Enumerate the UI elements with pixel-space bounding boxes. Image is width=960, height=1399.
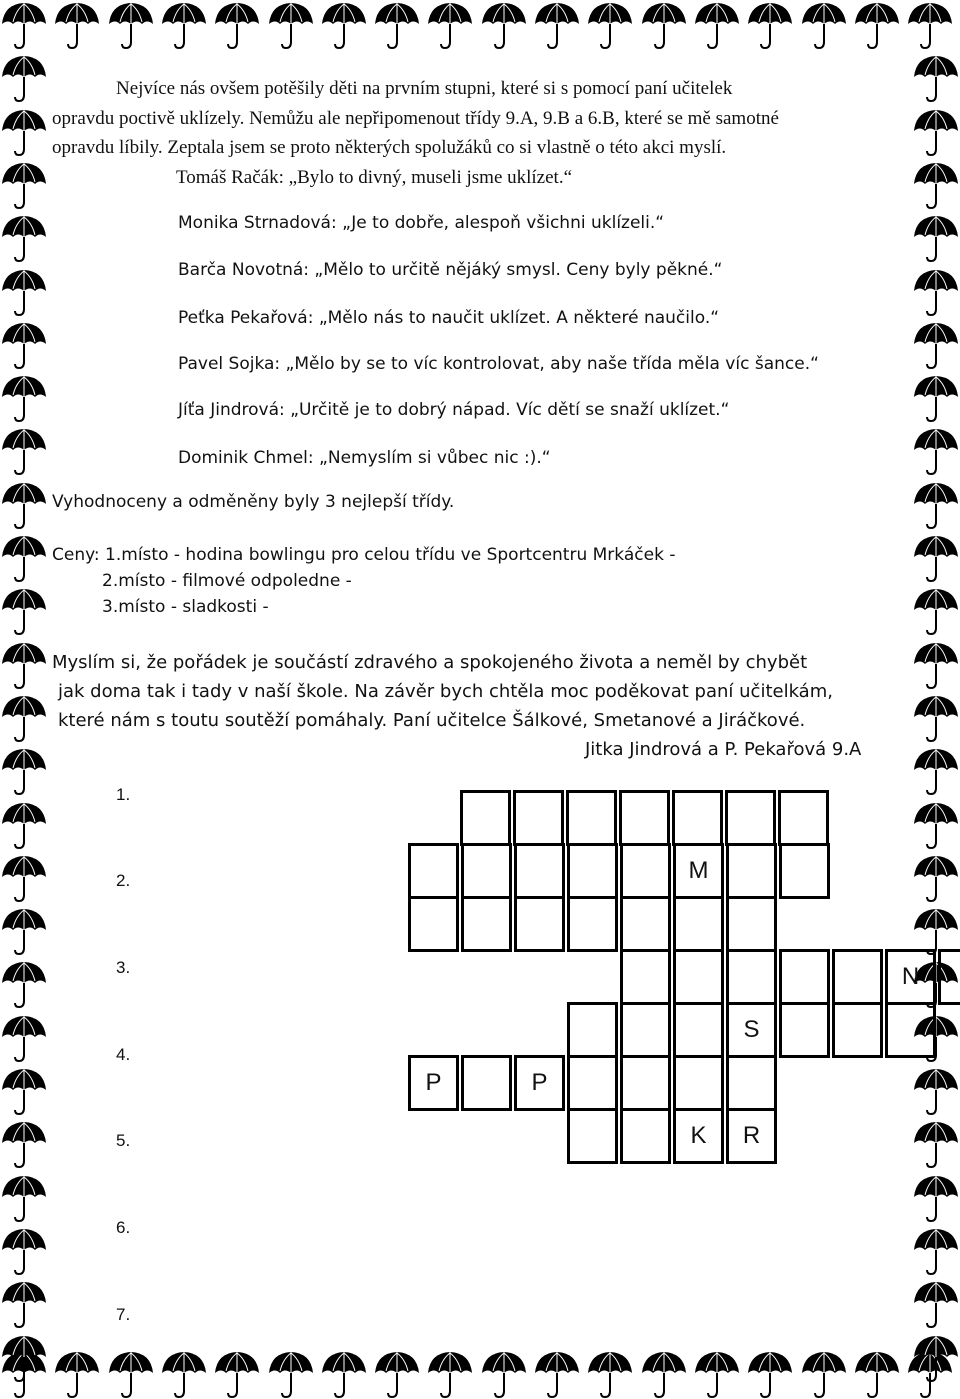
closing-line-1: Myslím si, že pořádek je součástí zdravého a spokojeného života a neměl by chybět xyxy=(52,652,808,673)
prize-2: 2.místo - filmové odpoledne - xyxy=(102,571,352,591)
umbrella-icon xyxy=(160,1349,208,1399)
evaluation-text: Vyhodnoceny a odměněny byly 3 nejlepší třídy. xyxy=(52,492,455,512)
umbrella-icon xyxy=(0,320,48,370)
umbrella-icon xyxy=(746,0,794,50)
umbrella-icon xyxy=(853,1349,901,1399)
umbrella-icon xyxy=(746,1349,794,1399)
crossword-cell[interactable] xyxy=(726,949,777,1005)
crossword-cell[interactable] xyxy=(620,949,671,1005)
umbrella-icon xyxy=(912,746,960,796)
crossword-cell[interactable] xyxy=(408,896,459,952)
crossword-cell[interactable] xyxy=(566,790,617,846)
umbrella-icon xyxy=(912,320,960,370)
crossword-cell[interactable] xyxy=(514,896,565,952)
umbrella-icon xyxy=(0,267,48,317)
crossword-cell[interactable] xyxy=(514,843,565,899)
crossword-cell[interactable] xyxy=(567,896,618,952)
crossword-cell[interactable] xyxy=(513,790,564,846)
crossword-cell[interactable] xyxy=(620,1002,671,1058)
crossword-cell[interactable] xyxy=(673,1002,724,1058)
crossword-cell[interactable] xyxy=(938,949,960,1005)
quote-2: Monika Strnadová: „Je to dobře, alespoň všichni uklízeli.“ xyxy=(178,213,665,233)
umbrella-icon xyxy=(640,0,688,50)
umbrella-icon xyxy=(0,107,48,157)
closing-line-3: které nám s toutu soutěží pomáhaly. Paní učitelce Šálkové, Smetanové a Jiráčkové. xyxy=(58,710,806,731)
crossword-cell[interactable] xyxy=(567,1002,618,1058)
crossword-cell[interactable] xyxy=(885,1002,936,1058)
paragraph-line-2: opravdu poctivě uklízely. Nemůžu ale nepřipomenout třídy 9.A, 9.B a 6.B, které se mě samotné xyxy=(52,108,779,129)
paragraph-line-3: opravdu líbily. Zeptala jsem se proto některých spolužáků co si vlastně o této akci myslí. xyxy=(52,137,727,158)
umbrella-icon xyxy=(912,426,960,476)
umbrella-icon xyxy=(0,640,48,690)
umbrella-icon xyxy=(480,0,528,50)
crossword-cell[interactable]: P xyxy=(408,1055,459,1111)
umbrella-icon xyxy=(586,0,634,50)
crossword-cell[interactable] xyxy=(567,1108,618,1164)
umbrella-icon xyxy=(693,0,741,50)
umbrella-icon xyxy=(426,0,474,50)
umbrella-icon xyxy=(480,1349,528,1399)
umbrella-icon xyxy=(912,800,960,850)
umbrella-icon xyxy=(0,1119,48,1169)
umbrella-icon xyxy=(0,160,48,210)
umbrella-icon xyxy=(53,0,101,50)
umbrella-icon xyxy=(912,160,960,210)
crossword-cell[interactable] xyxy=(673,896,724,952)
crossword-cell[interactable]: R xyxy=(726,1108,777,1164)
umbrella-icon xyxy=(0,426,48,476)
umbrella-icon xyxy=(912,53,960,103)
crossword-cell[interactable] xyxy=(726,896,777,952)
crossword-cell[interactable] xyxy=(673,949,724,1005)
umbrella-icon xyxy=(912,693,960,743)
umbrella-icon xyxy=(586,1349,634,1399)
umbrella-icon xyxy=(267,1349,315,1399)
crossword-cell[interactable]: P xyxy=(514,1055,565,1111)
crossword-cell[interactable] xyxy=(726,1055,777,1111)
crossword-cell[interactable] xyxy=(778,790,829,846)
umbrella-icon xyxy=(800,0,848,50)
umbrella-icon xyxy=(912,533,960,583)
umbrella-icon xyxy=(213,1349,261,1399)
crossword-cell[interactable] xyxy=(779,1002,830,1058)
crossword-row-number: 2. xyxy=(116,871,131,890)
quote-7: Dominik Chmel: „Nemyslím si vůbec nic :).“ xyxy=(178,448,551,468)
paragraph-line-1: Nejvíce nás ovšem potěšily děti na prvním stupni, které si s pomocí paní učitelek xyxy=(116,78,733,99)
crossword-cell[interactable] xyxy=(620,1055,671,1111)
crossword-cell[interactable]: K xyxy=(673,1108,724,1164)
crossword-cell[interactable] xyxy=(408,843,459,899)
umbrella-icon xyxy=(912,1279,960,1329)
umbrella-icon xyxy=(912,1333,960,1383)
umbrella-icon xyxy=(160,0,208,50)
umbrella-icon xyxy=(0,373,48,423)
umbrella-icon xyxy=(320,0,368,50)
crossword-cell[interactable] xyxy=(673,1055,724,1111)
crossword-cell[interactable] xyxy=(672,790,723,846)
crossword-cell[interactable] xyxy=(461,1055,512,1111)
umbrella-icon xyxy=(0,0,48,50)
crossword-cell[interactable] xyxy=(620,1108,671,1164)
crossword-row-number: 5. xyxy=(116,1131,131,1150)
umbrella-icon xyxy=(373,1349,421,1399)
crossword-cell[interactable]: N xyxy=(885,949,936,1005)
umbrella-icon xyxy=(0,1173,48,1223)
crossword-cell[interactable] xyxy=(779,843,830,899)
prize-3: 3.místo - sladkosti - xyxy=(102,597,269,617)
crossword-row-number: 7. xyxy=(116,1305,131,1324)
umbrella-icon xyxy=(906,0,954,50)
umbrella-icon xyxy=(693,1349,741,1399)
umbrella-icon xyxy=(213,0,261,50)
crossword-cell[interactable] xyxy=(461,843,512,899)
crossword-cell[interactable] xyxy=(567,843,618,899)
umbrella-icon xyxy=(0,1013,48,1063)
prize-1: Ceny: 1.místo - hodina bowlingu pro celou třídu ve Sportcentru Mrkáček - xyxy=(52,545,676,565)
signature: Jitka Jindrová a P. Pekařová 9.A xyxy=(585,739,862,760)
umbrella-icon xyxy=(0,693,48,743)
crossword-row-number: 4. xyxy=(116,1045,131,1064)
umbrella-icon xyxy=(853,0,901,50)
umbrella-icon xyxy=(0,53,48,103)
umbrella-icon xyxy=(0,800,48,850)
umbrella-icon xyxy=(0,480,48,530)
umbrella-icon xyxy=(0,746,48,796)
crossword-cell[interactable] xyxy=(619,790,670,846)
quote-4: Peťka Pekařová: „Mělo nás to naučit uklízet. A některé naučilo.“ xyxy=(178,308,720,328)
umbrella-icon xyxy=(0,1279,48,1329)
umbrella-icon xyxy=(912,1173,960,1223)
umbrella-icon xyxy=(0,213,48,263)
umbrella-icon xyxy=(640,1349,688,1399)
umbrella-icon xyxy=(912,213,960,263)
crossword-row-number: 6. xyxy=(116,1218,131,1237)
umbrella-icon xyxy=(0,533,48,583)
quote-6: Jíťa Jindrová: „Určitě je to dobrý nápad. Víc dětí se snaží uklízet.“ xyxy=(178,400,730,420)
quote-5: Pavel Sojka: „Mělo by se to víc kontrolovat, aby naše třída měla víc šance.“ xyxy=(178,354,819,374)
umbrella-icon xyxy=(0,906,48,956)
crossword-cell[interactable] xyxy=(832,1002,883,1058)
umbrella-icon xyxy=(912,586,960,636)
umbrella-icon xyxy=(912,640,960,690)
crossword-cell[interactable] xyxy=(726,843,777,899)
umbrella-icon xyxy=(912,480,960,530)
crossword-cell[interactable] xyxy=(567,1055,618,1111)
crossword-cell[interactable] xyxy=(620,843,671,899)
quote-1: Tomáš Račák: „Bylo to divný, museli jsme uklízet.“ xyxy=(176,167,573,188)
crossword-cell[interactable] xyxy=(832,949,883,1005)
umbrella-icon xyxy=(320,1349,368,1399)
umbrella-icon xyxy=(912,373,960,423)
umbrella-icon xyxy=(426,1349,474,1399)
umbrella-icon xyxy=(912,1066,960,1116)
umbrella-icon xyxy=(0,853,48,903)
umbrella-icon xyxy=(0,959,48,1009)
crossword-cell[interactable] xyxy=(460,790,511,846)
quote-3: Barča Novotná: „Mělo to určitě nějáký smysl. Ceny byly pěkné.“ xyxy=(178,260,723,280)
umbrella-icon xyxy=(267,0,315,50)
closing-line-2: jak doma tak i tady v naší škole. Na závěr bych chtěla moc poděkovat paní učitelkám, xyxy=(58,681,833,702)
crossword-cell[interactable] xyxy=(461,896,512,952)
umbrella-icon xyxy=(912,1226,960,1276)
crossword-cell[interactable]: S xyxy=(726,1002,777,1058)
umbrella-icon xyxy=(107,0,155,50)
umbrella-icon xyxy=(107,1349,155,1399)
umbrella-icon xyxy=(0,1226,48,1276)
umbrella-icon xyxy=(0,586,48,636)
crossword-cell[interactable] xyxy=(725,790,776,846)
umbrella-icon xyxy=(533,0,581,50)
crossword-row-number: 3. xyxy=(116,958,131,977)
umbrella-icon xyxy=(373,0,421,50)
umbrella-icon xyxy=(912,267,960,317)
umbrella-icon xyxy=(0,1333,48,1383)
umbrella-icon xyxy=(912,1119,960,1169)
crossword-cell[interactable] xyxy=(620,896,671,952)
umbrella-icon xyxy=(912,853,960,903)
umbrella-icon xyxy=(533,1349,581,1399)
umbrella-icon xyxy=(53,1349,101,1399)
umbrella-icon xyxy=(800,1349,848,1399)
crossword-row-number: 1. xyxy=(116,785,131,804)
crossword-cell[interactable] xyxy=(779,949,830,1005)
crossword-cell[interactable]: M xyxy=(673,843,724,899)
umbrella-icon xyxy=(912,107,960,157)
umbrella-icon xyxy=(0,1066,48,1116)
